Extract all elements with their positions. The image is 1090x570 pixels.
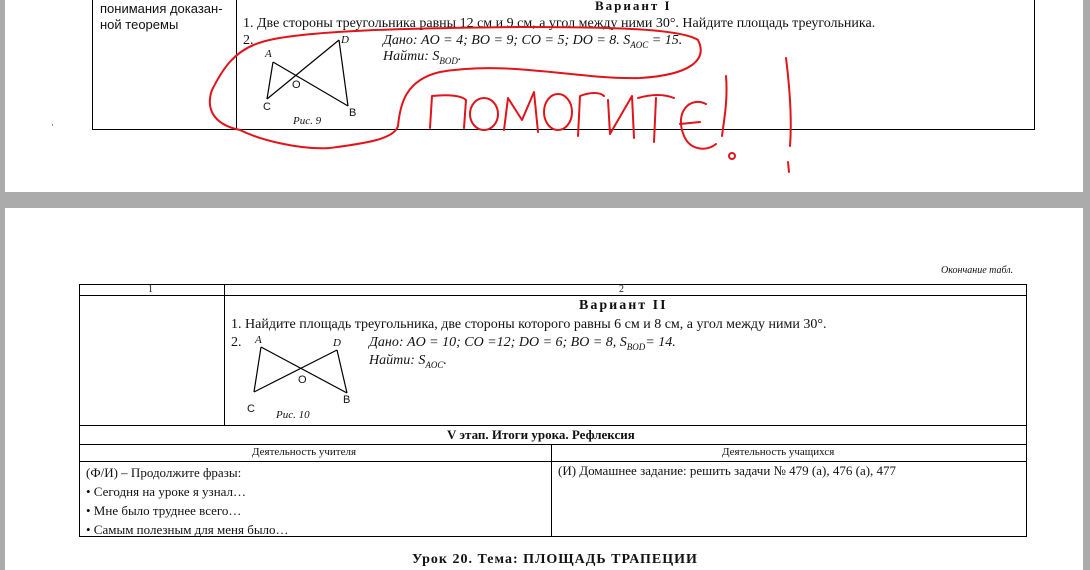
label-d: D bbox=[341, 34, 349, 46]
label-o: O bbox=[292, 79, 301, 91]
given-text: Дано: AO = 4; BO = 9; CO = 5; DO = 8. $S_{AOC} = 15$. bbox=[383, 33, 683, 50]
label-c: C bbox=[263, 101, 271, 113]
find-text: Найти: $S_{BOD}$. bbox=[383, 49, 462, 66]
segment-db bbox=[337, 350, 347, 393]
task-1-text: 1. Две стороны треугольника равны 12 см и 9 см, а угол между ними 30°. Найдите площадь треугольника. bbox=[243, 16, 876, 31]
column-divider bbox=[551, 444, 552, 537]
figure-caption: Рис. 10 bbox=[276, 409, 310, 421]
handwritten-letter bbox=[578, 93, 604, 136]
column-number-2: 2 bbox=[619, 284, 624, 295]
task-2-number: 2. bbox=[243, 33, 254, 48]
document-page-bottom bbox=[5, 208, 1083, 570]
handwritten-letter bbox=[544, 94, 572, 130]
handwritten-letter bbox=[504, 92, 538, 132]
student-activity-header: Деятельность учащихся bbox=[722, 446, 835, 458]
figure-caption: Рис. 9 bbox=[293, 115, 322, 127]
table-border-right bbox=[1026, 284, 1027, 537]
stage-title: V этап. Итоги урока. Рефлексия bbox=[447, 427, 635, 442]
label-o: O bbox=[298, 374, 307, 386]
label-a: A bbox=[265, 48, 272, 60]
list-item: • Сегодня на уроке я узнал… bbox=[86, 484, 247, 499]
handwritten-letter bbox=[608, 96, 634, 138]
label-b: B bbox=[349, 107, 357, 119]
handwritten-dot bbox=[788, 162, 789, 172]
given-text: Дано: AO = 10; CO =12; DO = 6; BO = 8, $S_{BOD}= 14$. bbox=[369, 335, 676, 352]
row-border bbox=[79, 444, 1027, 445]
find-text: Найти: $S_{AOC}$. bbox=[369, 353, 447, 370]
variant-title: Вариант II bbox=[579, 298, 668, 313]
handwritten-dot bbox=[729, 153, 735, 159]
task-2-number: 2. bbox=[231, 335, 242, 350]
variant-title: Вариант I bbox=[595, 0, 672, 13]
segment-ab bbox=[261, 347, 347, 393]
column-number-1: 1 bbox=[148, 284, 153, 295]
circled-area-mark bbox=[210, 27, 701, 148]
handwritten-letter bbox=[680, 102, 716, 149]
list-item: (Ф/И) – Продолжите фразы: bbox=[86, 465, 242, 480]
task-1-text: 1. Найдите площадь треугольника, две стороны которого равны 6 см и 8 см, а угол между ними 30°. bbox=[231, 317, 827, 332]
handwritten-letter bbox=[430, 95, 466, 128]
segment-cd bbox=[254, 350, 337, 392]
page-mark: · bbox=[51, 120, 54, 130]
label-c: C bbox=[247, 403, 255, 415]
teacher-activity-list bbox=[86, 463, 289, 539]
handwritten-exclamation bbox=[786, 58, 791, 146]
list-item: • Самым полезным для меня было… bbox=[86, 522, 289, 537]
handwritten-letter bbox=[470, 98, 498, 130]
label-a: A bbox=[255, 334, 262, 346]
label-b: B bbox=[343, 394, 351, 406]
teacher-activity-header: Деятельность учителя bbox=[252, 446, 357, 458]
handwritten-exclamation bbox=[722, 76, 727, 136]
left-cell-line: ной теоремы bbox=[100, 17, 179, 32]
table-continuation-note: Окончание табл. bbox=[941, 265, 1014, 276]
handwritten-letter bbox=[638, 95, 674, 142]
row-border bbox=[79, 461, 1027, 462]
next-lesson-title: Урок 20. Тема: ПЛОЩАДЬ ТРАПЕЦИИ bbox=[412, 552, 698, 567]
student-activity-text: (И) Домашнее задание: решить задачи № 479 (а), 476 (а), 477 bbox=[558, 463, 897, 478]
segment-ac bbox=[254, 347, 261, 392]
label-d: D bbox=[333, 337, 341, 349]
handwriting-overlay bbox=[0, 0, 1090, 200]
left-cell-line: понимания доказан- bbox=[100, 1, 223, 16]
list-item: • Мне было труднее всего… bbox=[86, 503, 242, 518]
